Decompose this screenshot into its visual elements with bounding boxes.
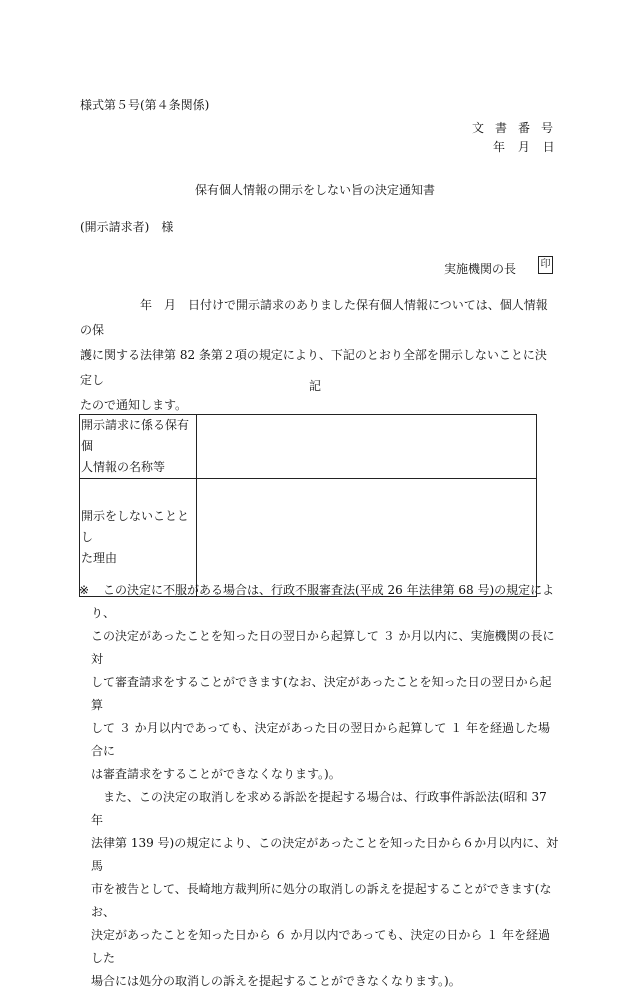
- body-paragraph: [80, 293, 555, 418]
- body-line: 年 月 日付けで開示請求のありました保有個人情報については、個人情報の保: [80, 298, 548, 337]
- body-line: 護に関する法律第 82 条第２項の規定により、下記のとおり全部を開示しないことに決定し: [80, 348, 547, 387]
- info-table: [79, 414, 537, 597]
- document-number-label: 文書番号: [472, 121, 565, 135]
- table-label-line: 開示をしないこととし: [81, 509, 190, 544]
- table-label-line: 人情報の名称等: [81, 460, 166, 474]
- seal-box: 印: [538, 256, 553, 274]
- note-line: この決定に不服がある場合は、行政不服審査法(平成 26 年法律第 68 号)の規定により、: [91, 583, 555, 620]
- note-line: して審査請求をすることができます(なお、決定があったことを知った日の翌日から起算: [91, 675, 552, 712]
- table-row: [80, 415, 537, 479]
- note-line: 市を被告として、長崎地方裁判所に処分の取消しの訴えを提起することができます(なお、: [91, 882, 552, 919]
- note-line: この決定があったことを知った日の翌日から起算して ３ か月以内に、実施機関の長に対: [91, 629, 555, 666]
- note-line: 決定があったことを知った日から ６ か月以内であっても、決定の日から １ 年を経過した: [91, 928, 551, 965]
- date-line: 年 月 日: [493, 140, 555, 154]
- form-number: 様式第５号(第４条関係): [80, 98, 210, 112]
- note-line: 法律第 139 号)の規定により、この決定があったことを知った日から６か月以内に、対馬: [91, 836, 559, 873]
- addressee: (開示請求者) 様: [80, 220, 174, 234]
- table-value-cell[interactable]: [197, 415, 537, 479]
- note-line: して ３ か月以内であっても、決定があった日の翌日から起算して １ 年を経過した場合に: [91, 721, 551, 758]
- table-label-cell: [80, 415, 197, 479]
- table-label-line: た理由: [81, 551, 118, 565]
- ki-heading: 記: [308, 379, 321, 393]
- note-mark: ※: [79, 583, 90, 597]
- note-line: また、この決定の取消しを求める訴訟を提起する場合は、行政事件訴訟法(昭和 37 年: [91, 790, 551, 827]
- note-paragraph-2: [79, 786, 559, 993]
- note-line: 場合には処分の取消しの訴えを提起することができなくなります。)。: [91, 974, 461, 988]
- document-title: 保有個人情報の開示をしない旨の決定通知書: [194, 183, 435, 197]
- body-line: たので通知します。: [80, 398, 188, 412]
- notes-section: [79, 579, 559, 993]
- note-paragraph-1: [79, 579, 559, 786]
- table-label-line: 開示請求に係る保有個: [81, 418, 190, 453]
- note-line: は審査請求をすることができなくなります。)。: [91, 767, 341, 781]
- issuer-name: 実施機関の長: [444, 262, 517, 276]
